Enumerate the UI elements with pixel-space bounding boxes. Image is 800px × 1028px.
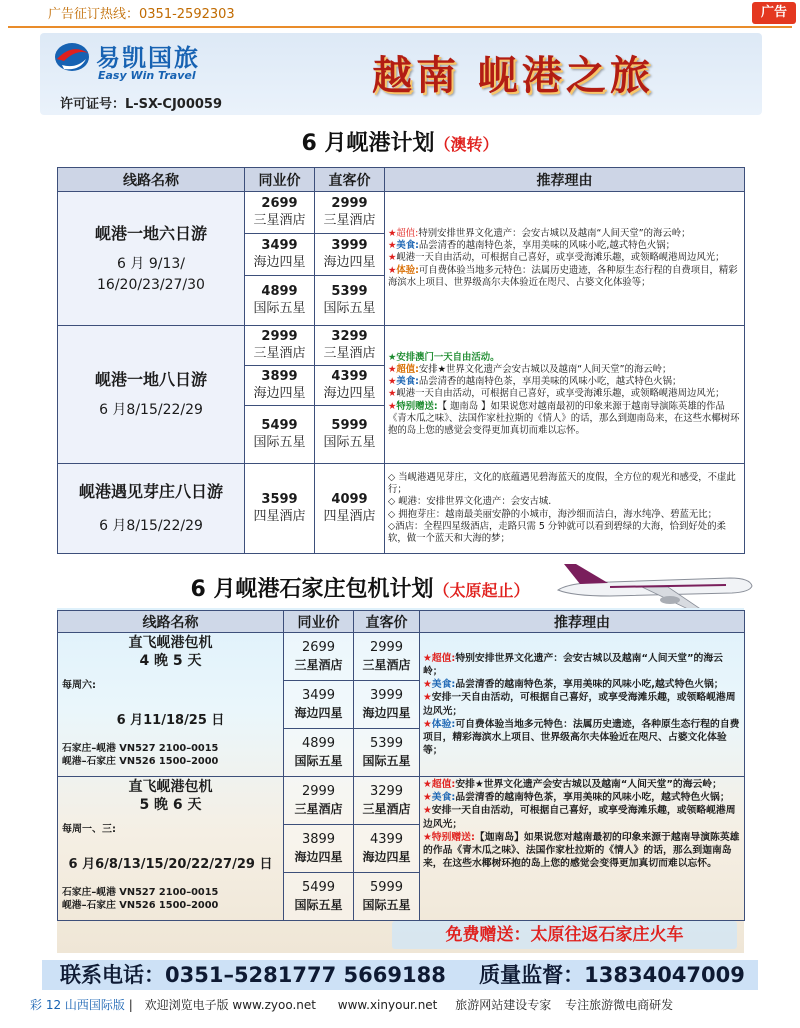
footer-web-link[interactable]: 欢迎浏览电子版 www.zyoo.net [144,998,316,1012]
reason-line [388,240,741,252]
star-icon: ★ [423,779,432,790]
star-icon: ★ [423,831,432,843]
hotel-type: 国际五星 [294,753,343,768]
diamond-icon: ◇ [388,472,396,484]
supervise-number: 13834047009 [584,963,745,987]
reason-key: 超值: [396,228,419,240]
direct-price: 2999 [369,639,404,655]
footer [30,996,673,1013]
direct-price-cell [354,825,420,873]
star-icon: ★ [423,805,432,817]
reason-text: 特别安排世界文化遗产：会安古城以及越南“人间天堂”的海云岭； [418,228,691,240]
star-icon: ★ [388,228,397,240]
tour-dates: 6 月 9/13/ [117,255,185,272]
flight-return: 岘港–石家庄 VN526 1500–2000 [62,900,219,912]
reason-line [388,509,741,521]
reason-key: 超值: [396,364,419,376]
reason-cell [385,326,745,464]
col-header-direct-price: 直客价 [354,611,420,633]
tour-dates: 6 月11/18/25 日 [116,713,225,728]
hotel-type: 海边四星 [294,849,343,864]
swirl-logo-icon [52,39,92,75]
direct-price: 5999 [369,879,404,895]
tour-dates-cont: 16/20/23/27/30 [97,276,205,293]
phone-number: 0351–5281777 5669188 [165,963,446,987]
table-row [58,633,745,681]
diamond-icon: ◇ [388,496,396,508]
reason-text: 拥抱芽庄：越南最美丽安静的小城市，海沙细而洁白，海水纯净、碧蓝无比； [398,508,717,520]
direct-price: 4399 [331,369,368,385]
diamond-icon: ◇ [388,508,396,520]
tour-name-cell [58,777,284,921]
direct-price: 4099 [331,492,368,508]
star-icon: ★ [423,692,432,704]
hotel-type: 四星酒店 [253,508,306,524]
reason-key: 超值: [431,779,456,790]
trade-price-cell [284,633,354,681]
hotel-type: 三星酒店 [323,212,376,228]
reason-text: 品尝清香的越南特色茶，享用美味的风味小吃,越式特色火锅； [418,240,676,252]
table-header-row [58,168,745,192]
trade-price-cell [284,825,354,873]
star-icon: ★ [388,388,397,400]
trade-price: 3899 [261,369,298,385]
tour-name: 直飞岘港包机 [128,635,213,651]
direct-price-cell [315,464,385,554]
reason-line [388,376,741,388]
trade-price: 3899 [301,831,336,847]
star-icon: ★ [388,264,397,276]
reason-text: 安排一天自由活动，可根据自己喜好，或享受海滩乐趣，或领略岘港周边风光； [423,805,736,830]
section1-subtitle: （澳转） [434,135,499,154]
hotel-type: 国际五星 [294,897,343,912]
tour-dates: 6 月6/8/13/15/20/22/27/29 日 [68,857,273,872]
trade-price-cell [245,234,315,276]
tour-name: 岘港遇见芽庄八日游 [78,482,223,501]
reason-key: 特别赠送: [396,400,438,412]
direct-price: 5399 [331,284,368,300]
trade-price-cell [245,464,315,554]
reason-key: 超值: [431,652,456,664]
hotel-type: 三星酒店 [253,345,306,361]
reason-line [423,652,741,678]
reason-line [388,265,741,289]
reason-text: 品尝清香的越南特色茶，享用美味的风味小吃，越式特色火锅； [418,376,682,388]
table-header-row [58,611,745,633]
hotel-type: 海边四星 [253,254,306,270]
col-header-route: 线路名称 [58,611,284,633]
hotel-type: 海边四星 [323,385,376,401]
reason-key: 体验: [396,264,419,276]
reason-line [423,778,741,791]
trade-price: 2999 [301,783,336,799]
reason-key: 安排澳门一天自由活动。 [396,352,500,364]
section2-price-table [57,610,745,921]
col-header-reason: 推荐理由 [420,611,745,633]
tour-name-cell [58,326,245,464]
trade-price: 3499 [261,238,298,254]
trade-price: 4899 [301,735,336,751]
hotel-type: 国际五星 [362,897,411,912]
hotel-type: 三星酒店 [362,657,411,672]
trade-price-cell [245,192,315,234]
hotel-type: 三星酒店 [253,212,306,228]
reason-line [423,831,741,871]
trade-price-cell [284,729,354,777]
section2-subtitle: （太原起止） [433,581,530,600]
trade-price: 2699 [261,196,298,212]
trade-price-cell [245,326,315,366]
direct-price-cell [315,406,385,464]
footer-web-link-2[interactable]: www.xinyour.net [337,998,438,1012]
reason-line [423,691,741,717]
direct-price: 4399 [369,831,404,847]
reason-line [388,352,741,364]
tour-weekday: 每周六: [62,680,96,691]
supervise-label: 质量监督： [479,963,585,987]
flight-outbound: 石家庄–岘港 VN527 2100–0015 [62,743,219,754]
direct-price-cell [315,192,385,234]
direct-price: 3299 [331,329,368,345]
ad-hotline: 广告征订热线：0351-2592303 [48,7,235,22]
reason-text: 酒店：全程四星级酒店，走路只需 5 分钟就可以看到碧绿的大海，恰到好处的柔软，做一个蓝天和大海的梦； [388,520,726,544]
tour-dates: 6 月8/15/22/29 [99,518,203,534]
footer-slogan-1: 旅游网站建设专家 [455,998,552,1012]
reason-text: 岘港一天自由活动，可根据自己喜好，或享受海滩乐趣，或领略岘港周边风光； [396,388,725,400]
ad-tag-badge: 广告 [752,2,796,24]
direct-price: 5399 [369,735,404,751]
footer-separator: | [128,998,133,1012]
trade-price-cell [284,873,354,921]
trade-price-cell [245,406,315,464]
direct-price-cell [354,681,420,729]
reason-cell [420,777,745,921]
reason-line [388,496,741,508]
direct-price-cell [315,366,385,406]
free-gift-banner: 免费赠送：太原往返石家庄火车 [392,921,737,949]
direct-price: 3999 [331,238,368,254]
reason-line [388,228,741,240]
reason-cell [420,633,745,777]
hotel-type: 海边四星 [253,385,306,401]
reason-key: 美食: [431,792,456,804]
reason-line [423,791,741,804]
direct-price: 5999 [331,418,368,434]
reason-line [388,388,741,400]
reason-line [423,718,741,758]
tour-name: 岘港一地八日游 [94,370,207,389]
hotel-type: 三星酒店 [362,801,411,816]
reason-line [388,364,741,376]
table-row [58,326,745,366]
hotel-type: 四星酒店 [323,508,376,524]
hotel-type: 海边四星 [323,254,376,270]
hotel-type: 三星酒店 [323,345,376,361]
footer-slogan-2: 专注旅游微电商研发 [565,998,674,1012]
reason-line [423,804,741,830]
reason-key: 体验: [431,718,456,730]
col-header-trade-price: 同业价 [245,168,315,192]
direct-price-cell [354,777,420,825]
tour-dates: 6 月8/15/22/29 [99,402,203,418]
trade-price-cell [284,777,354,825]
star-icon: ★ [388,364,397,376]
direct-price-cell [315,234,385,276]
page-number: 彩 12 山西国际版 [30,998,125,1012]
star-icon: ★ [423,792,432,804]
flight-outbound: 石家庄–岘港 VN527 2100–0015 [62,887,219,898]
reason-text: 特别安排世界文化遗产：会安古城以及越南“人间天堂”的海云岭； [423,652,723,677]
hotel-type: 国际五星 [362,753,411,768]
star-icon: ★ [423,679,432,691]
direct-price-cell [354,633,420,681]
hotel-type: 三星酒店 [294,657,343,672]
reason-line [388,521,741,545]
star-icon: ★ [388,252,397,264]
hotel-type: 国际五星 [253,434,306,450]
reason-text: 可自费体验当地多元特色：法属历史遗迹，各种原生态行程的自费项目，精彩海滨水上项目、世界级高尔夫体验近在咫尺、占婆文化体验等； [423,718,740,757]
direct-price-cell [354,729,420,777]
reason-text: 岘港：安排世界文化遗产：会安古城. [398,496,552,508]
contact-bar [42,960,758,990]
hotel-type: 海边四星 [294,705,343,720]
trade-price-cell [245,366,315,406]
reason-text: 【 迦南岛 】如果说您对越南最初的印象来源于越南导演陈英雄的作品《青木瓜之味》、法国作家杜拉斯的《情人》的话，那么到迦南岛来，在这些水椰树环抱的岛上您的感觉会变得更加真切而难以忘怀。 [388,400,740,436]
direct-price: 2999 [331,196,368,212]
star-icon: ★ [388,352,397,364]
section2-title-text: 6 月岘港石家庄包机计划 [190,577,434,602]
star-icon: ★ [388,376,397,388]
section1-title [0,126,800,157]
license-number: 许可证号：L-SX-CJ00059 [60,97,223,112]
tour-name: 直飞岘港包机 [128,779,213,795]
tour-duration: 5 晚 6 天 [139,796,202,813]
direct-price: 3999 [369,687,404,703]
diamond-icon: ◇ [388,520,396,532]
star-icon: ★ [388,400,397,412]
reason-key: 美食: [396,240,419,252]
col-header-direct-price: 直客价 [315,168,385,192]
reason-line [388,401,741,437]
section1-price-table [57,167,745,554]
reason-line [388,472,741,496]
hotel-type: 国际五星 [323,434,376,450]
reason-text: 品尝清香的越南特色茶，享用美味的风味小吃，越式特色火锅； [455,792,730,804]
direct-price-cell [315,326,385,366]
col-header-route: 线路名称 [58,168,245,192]
tour-name-cell [58,464,245,554]
star-icon: ★ [388,240,397,252]
page-headline: 越南 岘港之旅 [372,52,654,99]
tour-name-cell [58,633,284,777]
top-divider [8,26,792,28]
reason-key: 美食: [431,679,456,691]
direct-price-cell [354,873,420,921]
reason-text: 岘港一天自由活动，可根据自己喜好，或享受海滩乐趣，或领略岘港周边风光； [396,252,725,264]
tour-name: 岘港一地六日游 [94,223,207,243]
trade-price: 4899 [261,284,298,300]
phone-label: 联系电话： [60,963,165,987]
col-header-trade-price: 同业价 [284,611,354,633]
reason-text: 【迦南岛】如果说您对越南最初的印象来源于越南导演陈英雄的作品《青木瓜之味》、法国作家杜拉斯的《情人》的话，那么到迦南岛来，在这些水椰树环抱的岛上您的感觉会变得更加真切而难以忘怀。 [423,831,740,870]
reason-text: 品尝清香的越南特色茶，享用美味的风味小吃,越式特色火锅； [455,679,724,691]
table-row [58,777,745,825]
reason-cell [385,464,745,554]
reason-text: 可自费体验当地多元特色：法属历史遗迹，各种原生态行程的自费项目，精彩海滨水上项目、世界级高尔夫体验近在咫尺、占婆文化体验等； [388,264,738,288]
trade-price-cell [284,681,354,729]
tour-name-cell [58,192,245,326]
reason-line [423,678,741,691]
star-icon: ★ [423,718,432,730]
hotel-type: 三星酒店 [294,801,343,816]
trade-price: 2699 [301,639,336,655]
direct-price-cell [315,276,385,326]
direct-price: 3299 [369,783,404,799]
trade-price: 2999 [261,329,298,345]
star-icon: ★ [423,652,432,664]
hotel-type: 国际五星 [253,300,306,316]
reason-key: 美食: [396,376,419,388]
reason-cell [385,192,745,326]
tour-duration: 4 晚 5 天 [139,652,202,669]
trade-price: 5499 [301,879,336,895]
hotel-type: 海边四星 [362,705,411,720]
reason-text: 当岘港遇见芽庄，文化的底蕴遇见碧海蓝天的度假，全方位的观光和感受，不虚此行； [388,472,736,496]
trade-price: 3599 [261,492,298,508]
col-header-reason: 推荐理由 [385,168,745,192]
trade-price: 3499 [301,687,336,703]
flight-return: 岘港–石家庄 VN526 1500–2000 [62,756,219,768]
tour-weekday: 每周一、三: [62,824,116,835]
reason-text: 安排★世界文化遗产会安古城以及越南“人间天堂”的海云岭； [418,364,672,376]
reason-text: 安排一天自由活动，可根据自己喜好，或享受海滩乐趣，或领略岘港周边风光； [423,692,736,717]
table-row [58,464,745,554]
reason-text: 安排★世界文化遗产会安古城以及越南“人间天堂”的海云岭； [455,779,722,790]
brand-name: 易凯国旅 [96,44,200,72]
reason-key: 特别赠送: [431,831,475,843]
hotel-type: 海边四星 [362,849,411,864]
section1-title-text: 6 月岘港计划 [301,131,435,156]
brand-english: Easy Win Travel [98,69,196,82]
trade-price-cell [245,276,315,326]
reason-line [388,252,741,264]
table-row [58,192,745,234]
trade-price: 5499 [261,418,298,434]
hotel-type: 国际五星 [323,300,376,316]
